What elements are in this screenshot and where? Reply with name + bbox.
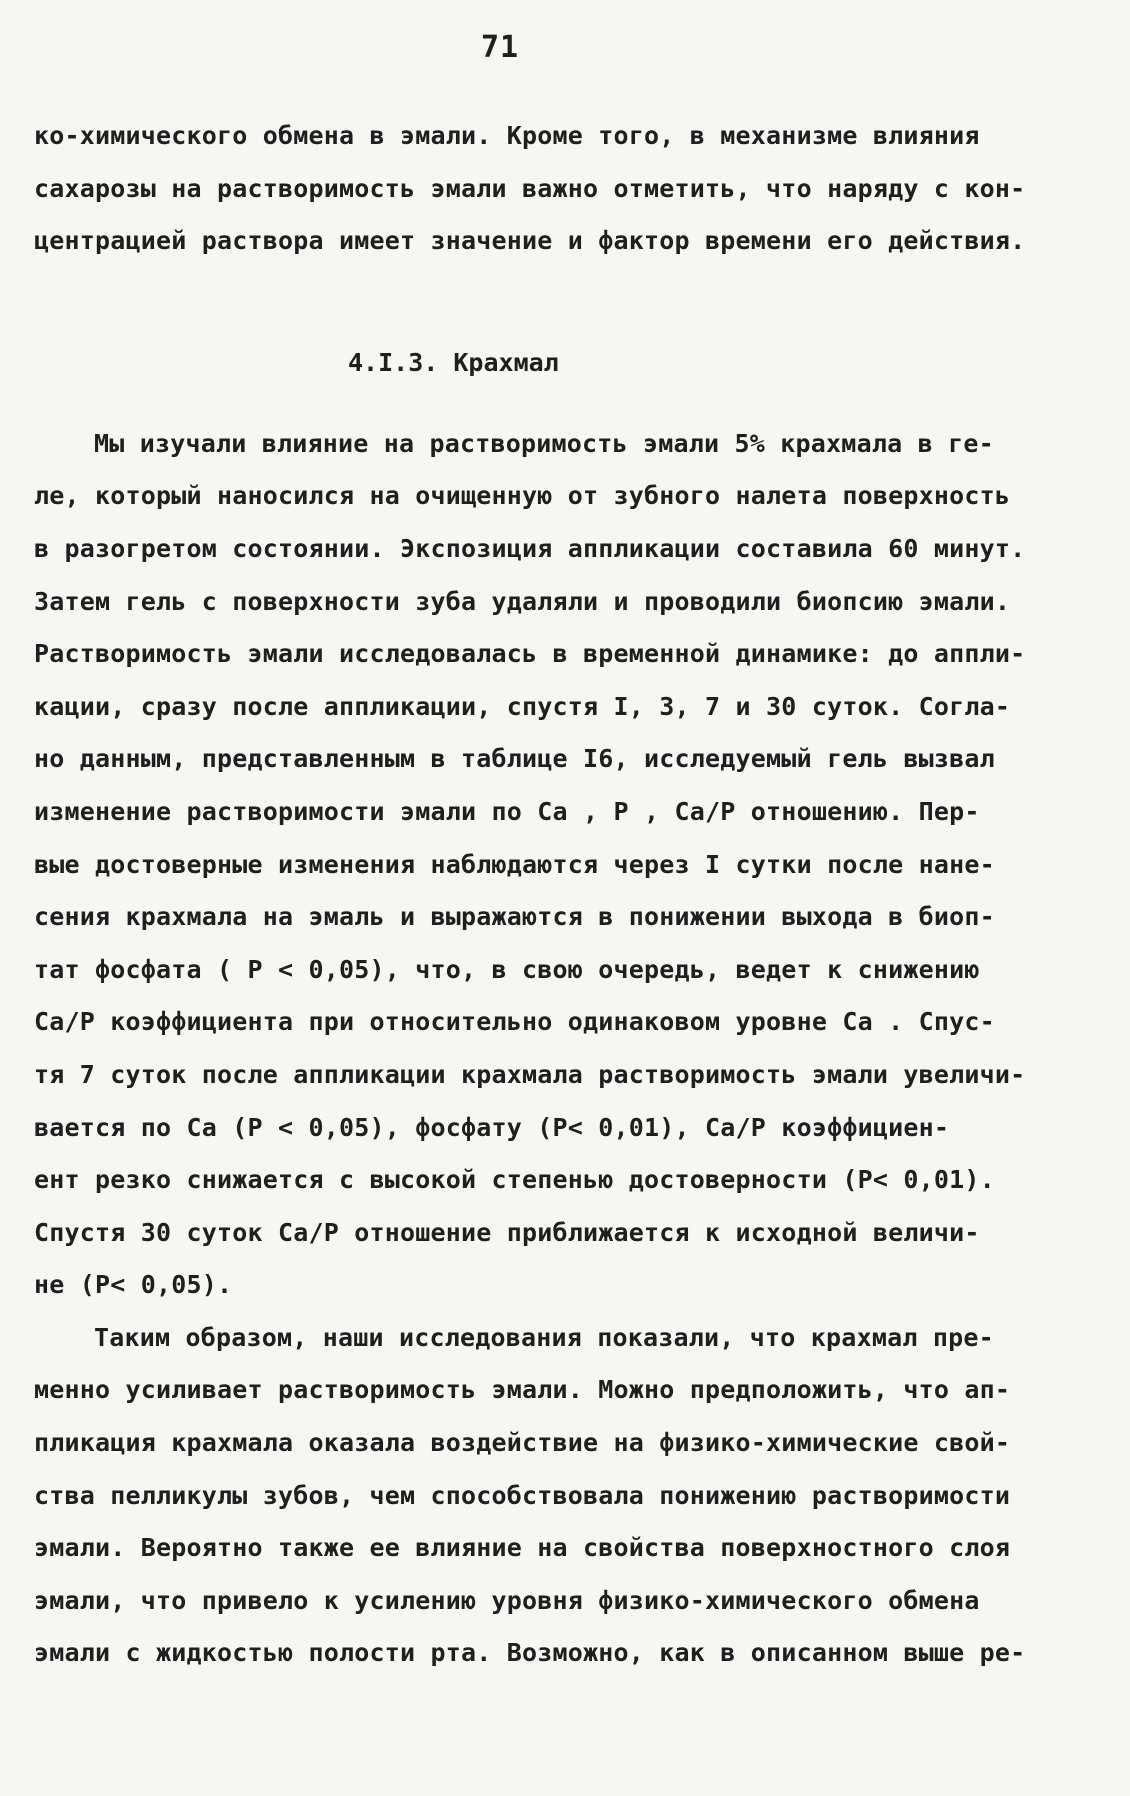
text-line: вые достоверные изменения наблюдаются через I сутки после нане- <box>34 849 995 879</box>
text-line: сахарозы на растворимость эмали важно отметить, что наряду с кон- <box>34 173 1026 203</box>
text-line: в разогретом состоянии. Экспозиция аппликации составила 60 минут. <box>34 533 1026 563</box>
text-line: Мы изучали влияние на растворимость эмали 5% крахмала в ге- <box>94 428 994 458</box>
text-line: ко-химического обмена в эмали. Кроме того, в механизме влияния <box>34 121 980 150</box>
text-line: кации, сразу после аппликации, спустя I, 3, 7 и 30 суток. Согла- <box>34 691 1011 721</box>
text-line: ства пелликулы зубов, чем способствовала понижению растворимости <box>34 1480 1011 1510</box>
text-line: изменение растворимости эмали по Ca , P , Ca/P отношению. Пер- <box>34 796 980 826</box>
text-line: Затем гель с поверхности зуба удаляли и проводили биопсию эмали. <box>34 586 1011 616</box>
text-line: Ca/P коэффициента при относительно одинаковом уровне Ca . Спус- <box>34 1007 995 1037</box>
text-line: центрацией раствора имеет значение и фактор времени его действия. <box>34 226 1026 256</box>
text-line: тат фосфата ( P < 0,05), что, в свою очередь, ведет к снижению <box>34 954 980 984</box>
text-line: Спустя 30 суток Ca/P отношение приближается к исходной величи- <box>34 1217 980 1247</box>
text-line: тя 7 суток после аппликации крахмала растворимость эмали увеличи- <box>34 1059 1026 1089</box>
text-line: эмали с жидкостью полости рта. Возможно, как в описанном выше ре- <box>34 1638 1026 1668</box>
text-line: пликация крахмала оказала воздействие на физико-химические свой- <box>34 1428 1011 1458</box>
page-number: 71 <box>480 30 520 65</box>
text-line: Растворимость эмали исследовалась в временной динамике: до аппли- <box>34 639 1026 669</box>
text-line: ент резко снижается с высокой степенью достоверности (P< 0,01). <box>34 1165 995 1195</box>
text-line: менно усиливает растворимость эмали. Можно предположить, что ап- <box>34 1375 1011 1405</box>
section-heading: 4.I.3. Крахмал <box>348 347 559 377</box>
text-line: вается по Ca (P < 0,05), фосфату (P< 0,01), Ca/P коэффициен- <box>34 1112 950 1142</box>
text-line: не (P< 0,05). <box>34 1270 233 1300</box>
text-body <box>34 110 1074 1680</box>
text-line: эмали. Вероятно также ее влияние на свойства поверхностного слоя <box>34 1533 1011 1563</box>
text-line: сения крахмала на эмаль и выражаются в понижении выхода в биоп- <box>34 902 995 932</box>
text-line: Таким образом, наши исследования показали, что крахмал пре- <box>94 1322 994 1352</box>
text-line: ле, который наносился на очищенную от зубного налета поверхность <box>34 481 1011 511</box>
text-line: эмали, что привело к усилению уровня физико-химического обмена <box>34 1585 980 1615</box>
text-line: но данным, представленным в таблице I6, исследуемый гель вызвал <box>34 744 995 774</box>
